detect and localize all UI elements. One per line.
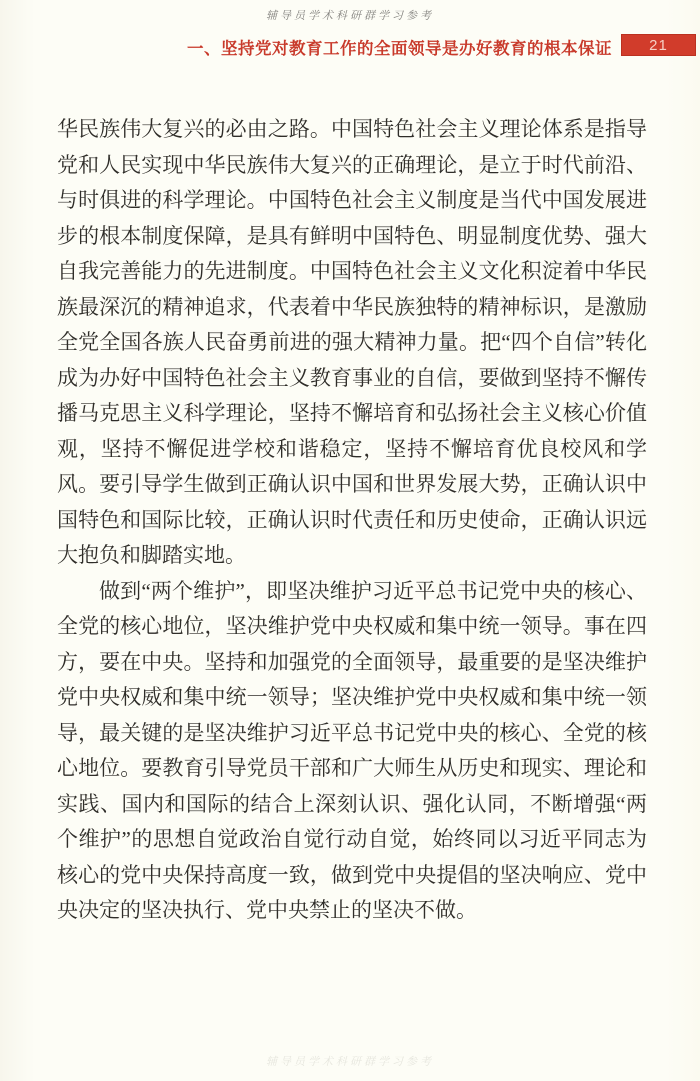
top-watermark: 辅导员学术科研群学习参考 [266,10,434,22]
paragraph: 做到“两个维护”，即坚决维护习近平总书记党中央的核心、全党的核心地位，坚决维护党中央权威和集中统一领导。事在四方，要在中央。坚持和加强党的全面领导，最重要的是坚决维护党中央权威和集中统一领导；坚决维护党中央权威和集中统一领导，最关键的是坚决维护习近平总书记党中央的核心、全党的核心地位。要教育引导党员干部和广大师生从历史和现实、理论和实践、国内和国际的结合上深刻认识、强化认同，不断增强“两个维护”的思想自觉政治自觉行动自觉，始终同以习近平同志为核心的党中央保持高度一致，做到党中央提倡的坚决响应、党中央决定的坚决执行、党中央禁止的坚决不做。 [57,578,647,922]
bottom-watermark: 辅导员学术科研群学习参考 [266,1056,434,1068]
page-number-badge [621,34,696,56]
chapter-header [0,0,700,62]
body-text [57,112,647,929]
page-number: 21 [649,36,668,54]
chapter-title: 一、坚持党对教育工作的全面领导是办好教育的根本保证 [187,40,612,58]
paragraph-continuation: 华民族伟大复兴的必由之路。中国特色社会主义理论体系是指导党和人民实现中华民族伟大复兴的正确理论，是立于时代前沿、与时俱进的科学理论。中国特色社会主义制度是当代中国发展进步的根本制度保障，是具有鲜明中国特色、明显制度优势、强大自我完善能力的先进制度。中国特色社会主义文化积淀着中华民族最深沉的精神追求，代表着中华民族独特的精神标识，是激励全党全国各族人民奋勇前进的强大精神力量。把“四个自信”转化成为办好中国特色社会主义教育事业的自信，要做到坚持不懈传播马克思主义科学理论，坚持不懈培育和弘扬社会主义核心价值观，坚持不懈促进学校和谐稳定，坚持不懈培育优良校风和学风。要引导学生做到正确认识中国和世界发展大势，正确认识中国特色和国际比较，正确认识时代责任和历史使命，正确认识远大抱负和脚踏实地。 [57,117,647,567]
